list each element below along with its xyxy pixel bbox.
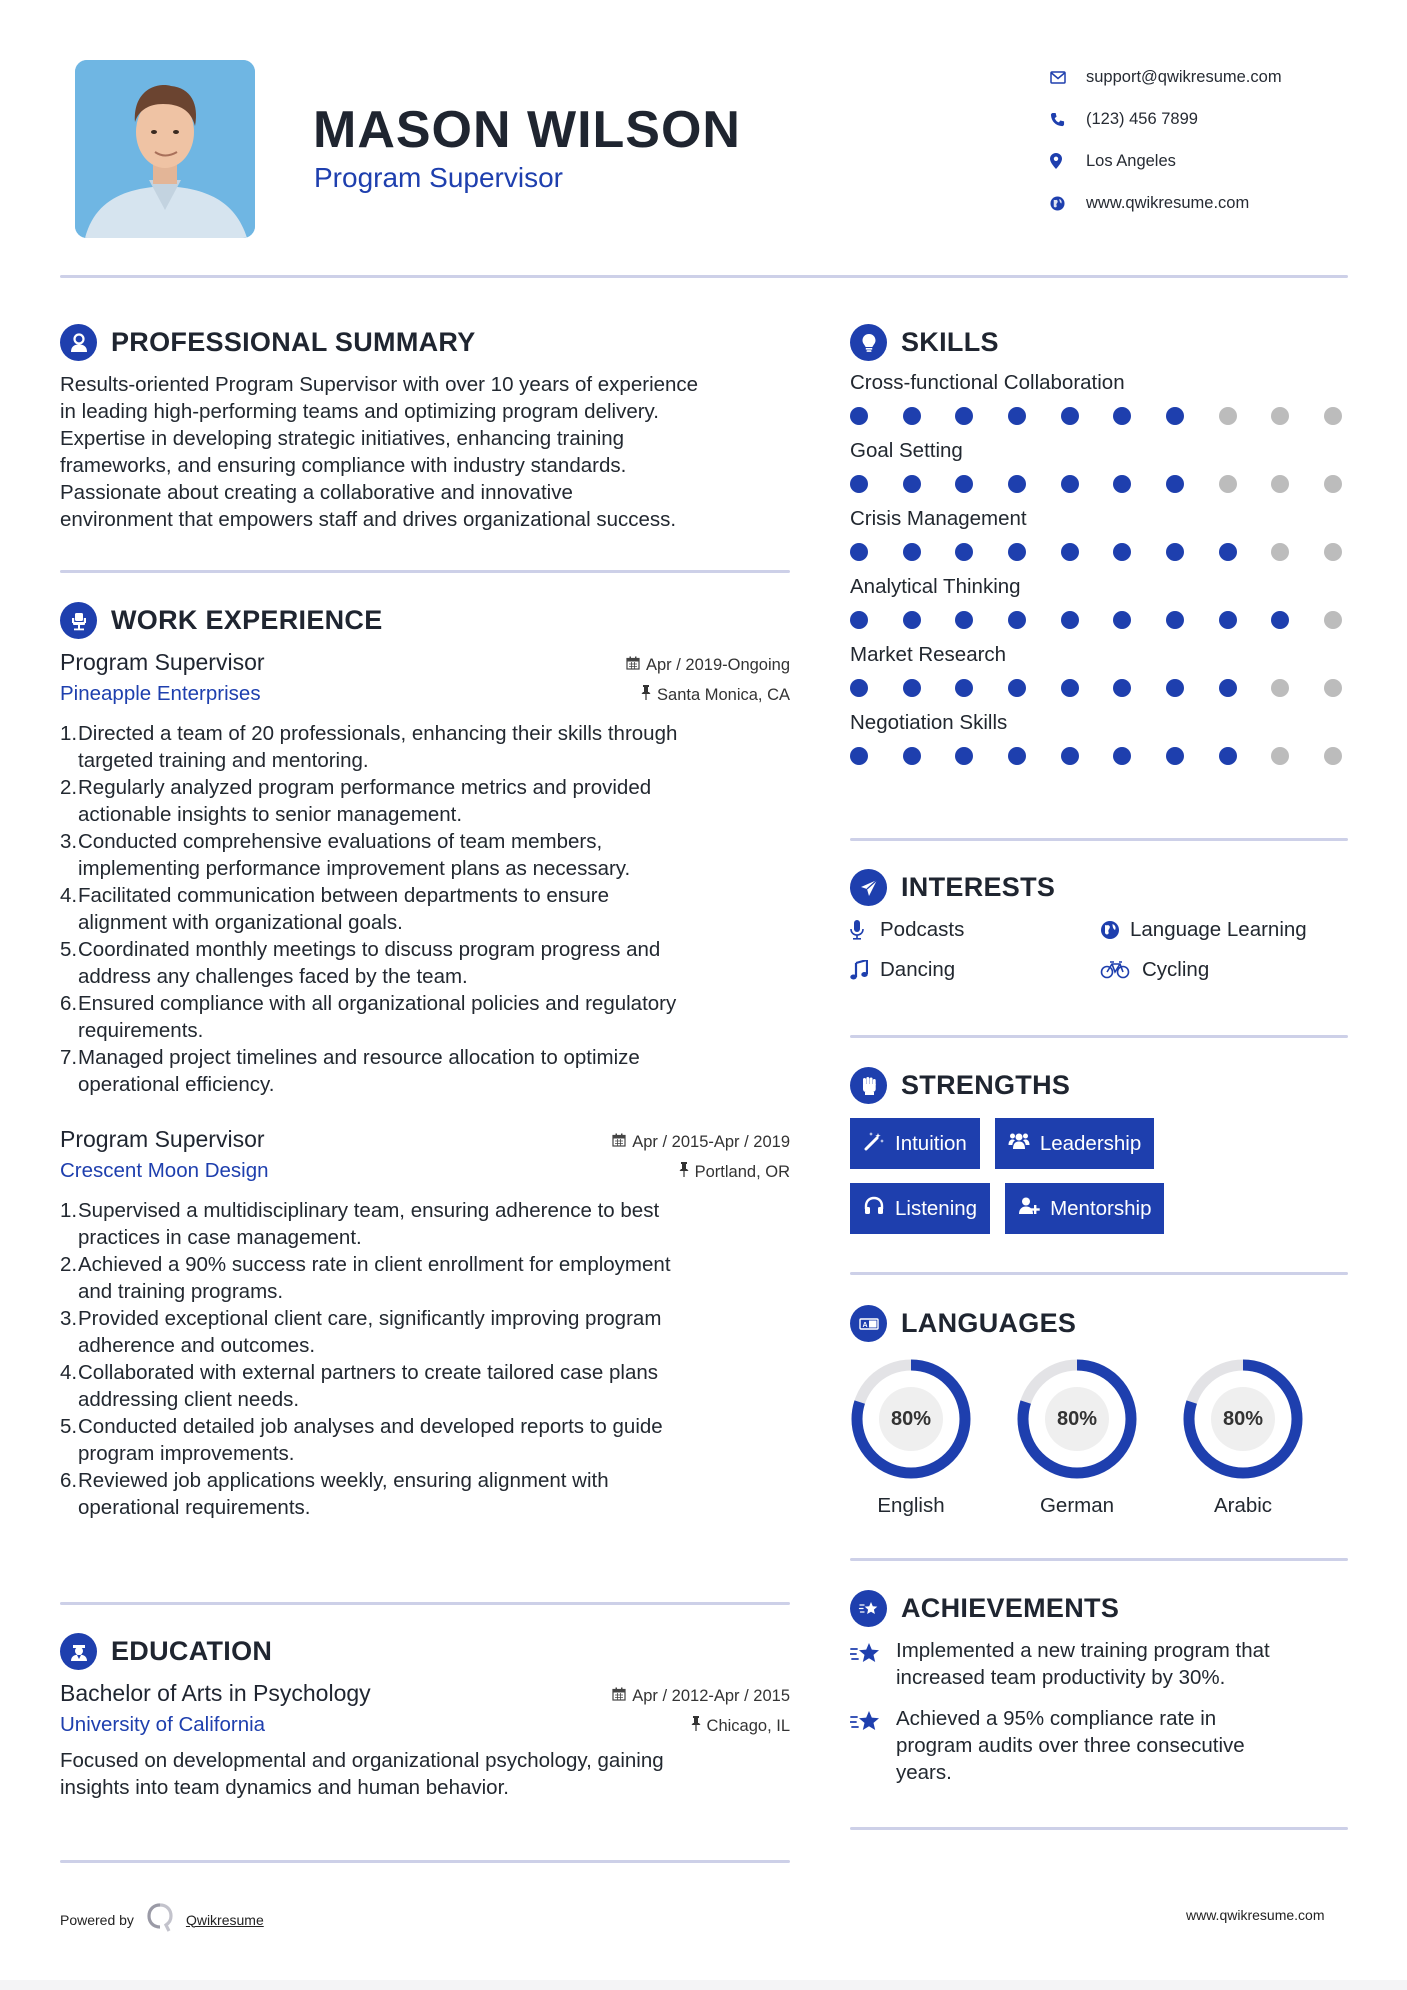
- qwikresume-logo-icon: [146, 1903, 174, 1936]
- duty-item: [60, 936, 790, 990]
- magic-wand-icon: [863, 1130, 885, 1158]
- duty-item: [60, 1305, 790, 1359]
- shooting-star-icon: [850, 1705, 882, 1786]
- rating-dot-filled: [1166, 407, 1184, 425]
- duty-line: operational requirements.: [78, 1496, 311, 1519]
- strength-badge: [850, 1118, 980, 1169]
- section-divider: [850, 1035, 1348, 1038]
- duty-number: 1.: [60, 1199, 78, 1222]
- duty-line: addressing client needs.: [78, 1388, 300, 1411]
- duty-line: Coordinated monthly meetings to discuss program progress and: [78, 938, 661, 961]
- section-heading: [60, 602, 790, 639]
- job-location: [641, 685, 790, 705]
- rating-dot-empty: [1271, 679, 1289, 697]
- skill-rating: [850, 543, 1342, 561]
- rating-dot-filled: [1219, 543, 1237, 561]
- user-icon: [60, 324, 97, 361]
- rating-dot-filled: [1061, 679, 1079, 697]
- duty-line: Provided exceptional client care, significantly improving program: [78, 1307, 662, 1330]
- page-bottom-bar: [0, 1980, 1407, 1990]
- users-group-icon: [1008, 1130, 1030, 1158]
- rating-dot-filled: [955, 543, 973, 561]
- language-progress-ring: [1182, 1358, 1304, 1480]
- duty-item: [60, 720, 790, 774]
- duty-line: actionable insights to senior management.: [78, 803, 463, 826]
- duty-text: [78, 1197, 659, 1251]
- powered-by-text: Powered by: [60, 1911, 134, 1928]
- paper-plane-icon: [850, 869, 887, 906]
- rating-dot-filled: [1166, 611, 1184, 629]
- rating-dot-filled: [1166, 747, 1184, 765]
- work-experience-section: [60, 602, 790, 1521]
- duty-item: [60, 1044, 790, 1098]
- duty-text: [78, 828, 630, 882]
- duty-text: [78, 936, 660, 990]
- strength-badge: [995, 1118, 1154, 1169]
- section-heading: [60, 324, 790, 361]
- school-name: University of California: [60, 1713, 266, 1736]
- language-progress-ring: [850, 1358, 972, 1480]
- skill-rating: [850, 747, 1342, 765]
- rating-dot-filled: [903, 475, 921, 493]
- achievement-item: [850, 1705, 1348, 1786]
- phone-text: (123) 456 7899: [1086, 109, 1198, 128]
- summary-text: [60, 371, 790, 533]
- job-subheader: [60, 1159, 790, 1183]
- duty-text: [78, 1305, 661, 1359]
- degree-title: Bachelor of Arts in Psychology: [60, 1680, 371, 1706]
- duty-item: [60, 1359, 790, 1413]
- office-chair-icon: [60, 602, 97, 639]
- email-text: support@qwikresume.com: [1086, 67, 1282, 86]
- duty-text: [78, 1359, 658, 1413]
- education-subheader: [60, 1713, 790, 1737]
- section-heading: [850, 1305, 1348, 1342]
- rating-dot-filled: [1008, 407, 1026, 425]
- language-name: English: [877, 1494, 945, 1517]
- language-item: [1182, 1358, 1304, 1518]
- rating-dot-empty: [1324, 475, 1342, 493]
- rating-dot-filled: [903, 611, 921, 629]
- rating-dot-filled: [903, 747, 921, 765]
- duty-number: 6.: [60, 992, 78, 1015]
- rating-dot-empty: [1271, 543, 1289, 561]
- duty-item: [60, 990, 790, 1044]
- professional-summary-section: [60, 324, 790, 533]
- shooting-star-icon: [850, 1637, 882, 1691]
- duty-text: [78, 990, 676, 1044]
- envelope-icon: [1050, 71, 1086, 84]
- duty-line: adherence and outcomes.: [78, 1334, 316, 1357]
- job-subheader: [60, 682, 790, 706]
- lightbulb-icon: [850, 324, 887, 361]
- duty-line: targeted training and mentoring.: [78, 749, 369, 772]
- duty-number: 3.: [60, 1307, 78, 1330]
- achievement-line: Achieved a 95% compliance rate in: [896, 1707, 1217, 1730]
- duty-line: Managed project timelines and resource allocation to optimize: [78, 1046, 640, 1069]
- skills-list: [850, 371, 1348, 765]
- user-plus-icon: [1018, 1195, 1040, 1223]
- summary-line: in leading high-performing teams and optimizing program delivery.: [60, 400, 659, 423]
- achievements-list: [850, 1637, 1348, 1786]
- summary-line: environment that empowers staff and drives organizational success.: [60, 508, 677, 531]
- skill-rating: [850, 679, 1342, 697]
- language-progress-ring: [1016, 1358, 1138, 1480]
- duty-line: implementing performance improvement plans as necessary.: [78, 857, 631, 880]
- globe-icon: [1100, 920, 1120, 940]
- achievement-line: program audits over three consecutive: [896, 1734, 1245, 1757]
- education-section: [60, 1633, 790, 1801]
- duty-item: [60, 1413, 790, 1467]
- language-item: [1016, 1358, 1138, 1518]
- rating-dot-empty: [1324, 611, 1342, 629]
- job-dates-text: Apr / 2019-Ongoing: [645, 656, 790, 674]
- education-description: [60, 1747, 790, 1801]
- interest-label: Podcasts: [880, 918, 965, 941]
- duty-text: [78, 882, 609, 936]
- duty-number: 1.: [60, 722, 78, 745]
- language-name: German: [1039, 1494, 1115, 1517]
- location-text: Los Angeles: [1086, 151, 1176, 170]
- rating-dot-filled: [1008, 747, 1026, 765]
- duty-line: Regularly analyzed program performance metrics and provided: [78, 776, 652, 799]
- contact-location: [1050, 140, 1370, 182]
- interest-item: [850, 958, 1100, 982]
- section-title: ACHIEVEMENTS: [901, 1593, 1120, 1623]
- rating-dot-filled: [1113, 747, 1131, 765]
- job-location-text: Santa Monica, CA: [657, 685, 790, 704]
- section-heading: [850, 869, 1348, 906]
- duties-list: [60, 1197, 790, 1521]
- rating-dot-filled: [1061, 611, 1079, 629]
- duty-item: [60, 828, 790, 882]
- rating-dot-filled: [1008, 679, 1026, 697]
- education-location-text: Chicago, IL: [706, 1716, 790, 1735]
- duty-line: and training programs.: [78, 1280, 284, 1303]
- translate-icon: [850, 1305, 887, 1342]
- duty-item: [60, 1467, 790, 1521]
- duty-line: operational efficiency.: [78, 1073, 275, 1096]
- duty-text: [78, 1044, 640, 1098]
- candidate-role: Program Supervisor: [314, 162, 563, 193]
- bicycle-icon: [1100, 961, 1132, 979]
- pushpin-icon: [679, 1162, 689, 1182]
- section-divider: [850, 1558, 1348, 1561]
- header-divider: [60, 275, 1348, 278]
- interests-list: [850, 918, 1348, 982]
- rating-dot-filled: [1113, 679, 1131, 697]
- education-header: [60, 1680, 790, 1707]
- globe-icon: [1050, 196, 1086, 211]
- strength-label: Listening: [895, 1196, 978, 1220]
- job-entry: [60, 649, 790, 1098]
- job-header: [60, 1126, 790, 1153]
- rating-dot-filled: [850, 747, 868, 765]
- job-title: Program Supervisor: [60, 649, 265, 675]
- duty-item: [60, 774, 790, 828]
- duty-line: requirements.: [78, 1019, 204, 1042]
- skill-name: Analytical Thinking: [850, 575, 1021, 598]
- rating-dot-filled: [1166, 543, 1184, 561]
- rating-dot-filled: [955, 407, 973, 425]
- achievement-item: [850, 1637, 1348, 1691]
- duty-number: 3.: [60, 830, 78, 853]
- rating-dot-filled: [1061, 747, 1079, 765]
- rating-dot-empty: [1271, 407, 1289, 425]
- section-title: STRENGTHS: [901, 1070, 1071, 1100]
- rating-dot-empty: [1271, 475, 1289, 493]
- rating-dot-filled: [1113, 543, 1131, 561]
- rating-dot-filled: [1113, 407, 1131, 425]
- calendar-icon: [612, 1687, 626, 1706]
- contact-phone[interactable]: [1050, 98, 1370, 140]
- job-title: Program Supervisor: [60, 1126, 265, 1152]
- strengths-list: [850, 1118, 1250, 1234]
- rating-dot-filled: [1061, 475, 1079, 493]
- map-pin-icon: [1050, 153, 1086, 169]
- job-dates-text: Apr / 2015-Apr / 2019: [632, 1133, 790, 1151]
- job-header: [60, 649, 790, 676]
- language-item: [850, 1358, 972, 1518]
- footer-powered-by: [60, 1903, 264, 1936]
- skill-name: Market Research: [850, 643, 1007, 666]
- rating-dot-filled: [955, 747, 973, 765]
- microphone-icon: [850, 920, 870, 940]
- section-heading: [850, 1067, 1348, 1104]
- skill-rating: [850, 407, 1342, 425]
- duty-number: 2.: [60, 1253, 78, 1276]
- profile-photo: [75, 60, 255, 238]
- duty-line: address any challenges faced by the team.: [78, 965, 468, 988]
- duty-number: 5.: [60, 938, 78, 961]
- job-entry: [60, 1126, 790, 1521]
- section-divider: [60, 570, 790, 573]
- summary-line: Expertise in developing strategic initiatives, enhancing training: [60, 427, 625, 450]
- graduate-icon: [60, 1633, 97, 1670]
- section-heading: [60, 1633, 790, 1670]
- duty-number: 7.: [60, 1046, 78, 1069]
- rating-dot-filled: [903, 679, 921, 697]
- interest-label: Dancing: [880, 958, 956, 981]
- achievement-line: Implemented a new training program that: [896, 1639, 1270, 1662]
- duty-number: 5.: [60, 1415, 78, 1438]
- interest-item: [850, 918, 1100, 942]
- section-title: PROFESSIONAL SUMMARY: [111, 327, 476, 357]
- strength-badge: [850, 1183, 990, 1234]
- strength-label: Intuition: [895, 1131, 967, 1155]
- duty-item: [60, 1251, 790, 1305]
- rating-dot-filled: [850, 611, 868, 629]
- achievement-text: [896, 1705, 1245, 1786]
- rating-dot-filled: [1008, 475, 1026, 493]
- description-line: insights into team dynamics and human behavior.: [60, 1776, 509, 1799]
- rating-dot-filled: [955, 475, 973, 493]
- calendar-icon: [626, 656, 640, 675]
- duty-item: [60, 1197, 790, 1251]
- duty-line: Reviewed job applications weekly, ensuring alignment with: [78, 1469, 609, 1492]
- duty-line: Conducted comprehensive evaluations of team members,: [78, 830, 603, 853]
- strengths-section: [850, 1067, 1348, 1234]
- phone-icon: [1050, 112, 1086, 127]
- summary-line: Results-oriented Program Supervisor with over 10 years of experience: [60, 373, 699, 396]
- section-divider: [850, 1272, 1348, 1275]
- duty-line: Conducted detailed job analyses and developed reports to guide: [78, 1415, 663, 1438]
- section-title: LANGUAGES: [901, 1308, 1077, 1338]
- rating-dot-filled: [1219, 611, 1237, 629]
- rating-dot-empty: [1219, 475, 1237, 493]
- section-title: SKILLS: [901, 327, 999, 357]
- section-title: EDUCATION: [111, 1636, 273, 1666]
- rating-dot-filled: [903, 407, 921, 425]
- skill-name: Negotiation Skills: [850, 711, 1008, 734]
- rating-dot-filled: [1219, 747, 1237, 765]
- rating-dot-empty: [1324, 407, 1342, 425]
- duty-line: Achieved a 90% success rate in client enrollment for employment: [78, 1253, 671, 1276]
- duty-line: Ensured compliance with all organizational policies and regulatory: [78, 992, 677, 1015]
- interest-label: Language Learning: [1130, 918, 1307, 941]
- skill-name: Crisis Management: [850, 507, 1027, 530]
- rating-dot-filled: [1113, 475, 1131, 493]
- job-location-text: Portland, OR: [694, 1162, 790, 1181]
- achievement-line: increased team productivity by 30%.: [896, 1666, 1226, 1689]
- company-name: Crescent Moon Design: [60, 1159, 269, 1182]
- rating-dot-filled: [1061, 407, 1079, 425]
- skills-section: [850, 324, 1348, 779]
- rating-dot-filled: [850, 679, 868, 697]
- rating-dot-filled: [903, 543, 921, 561]
- rating-dot-filled: [850, 407, 868, 425]
- rating-dot-empty: [1219, 407, 1237, 425]
- raised-fist-icon: [850, 1067, 887, 1104]
- summary-line: frameworks, and ensuring compliance with industry standards.: [60, 454, 627, 477]
- education-entry: [60, 1680, 790, 1801]
- section-divider: [60, 1602, 790, 1605]
- language-percent: 80%: [1222, 1407, 1264, 1430]
- achievements-section: [850, 1590, 1348, 1786]
- strength-badge: [1005, 1183, 1164, 1234]
- duty-text: [78, 720, 677, 774]
- rating-dot-empty: [1324, 679, 1342, 697]
- section-heading: [850, 1590, 1348, 1627]
- interests-section: [850, 869, 1348, 982]
- duty-line: Collaborated with external partners to create tailored case plans: [78, 1361, 659, 1384]
- description-line: Focused on developmental and organizational psychology, gaining: [60, 1749, 664, 1772]
- language-name: Arabic: [1213, 1494, 1273, 1517]
- contact-info: [1050, 56, 1370, 224]
- rating-dot-filled: [1008, 543, 1026, 561]
- summary-line: Passionate about creating a collaborative and innovative: [60, 481, 573, 504]
- pushpin-icon: [641, 685, 651, 705]
- section-title: WORK EXPERIENCE: [111, 605, 383, 635]
- rating-dot-filled: [850, 543, 868, 561]
- duty-text: [78, 1467, 609, 1521]
- languages-list: [850, 1358, 1348, 1518]
- candidate-name: MASON WILSON: [313, 101, 741, 159]
- footer-website[interactable]: www.qwikresume.com: [1186, 1907, 1325, 1923]
- duty-number: 6.: [60, 1469, 78, 1492]
- section-divider: [850, 1827, 1348, 1830]
- rating-dot-filled: [1008, 611, 1026, 629]
- rating-dot-filled: [955, 679, 973, 697]
- duty-number: 4.: [60, 884, 78, 907]
- job-dates: [612, 1133, 790, 1152]
- job-dates: [626, 656, 790, 675]
- rating-dot-filled: [1061, 543, 1079, 561]
- rating-dot-filled: [1166, 679, 1184, 697]
- skill-name: Goal Setting: [850, 439, 963, 462]
- rating-dot-filled: [1113, 611, 1131, 629]
- duty-item: [60, 882, 790, 936]
- duty-number: 2.: [60, 776, 78, 799]
- duty-text: [78, 774, 651, 828]
- duty-line: Supervised a multidisciplinary team, ensuring adherence to best: [78, 1199, 660, 1222]
- company-name: Pineapple Enterprises: [60, 682, 261, 705]
- duties-list: [60, 720, 790, 1098]
- svg-text:A: A: [862, 1321, 868, 1329]
- contact-email[interactable]: [1050, 56, 1370, 98]
- duty-line: alignment with organizational goals.: [78, 911, 403, 934]
- person-portrait-image: [75, 60, 255, 238]
- shooting-star-icon: [850, 1590, 887, 1627]
- rating-dot-filled: [1166, 475, 1184, 493]
- duty-text: [78, 1251, 671, 1305]
- rating-dot-empty: [1324, 543, 1342, 561]
- strength-label: Mentorship: [1050, 1196, 1152, 1220]
- rating-dot-filled: [1219, 679, 1237, 697]
- achievement-line: years.: [896, 1761, 952, 1784]
- duty-line: program improvements.: [78, 1442, 295, 1465]
- skill-rating: [850, 475, 1342, 493]
- job-location: [679, 1162, 790, 1182]
- qwikresume-link[interactable]: Qwikresume: [185, 1911, 264, 1928]
- website-text: www.qwikresume.com: [1086, 193, 1250, 212]
- interest-item: [1100, 958, 1348, 982]
- duty-text: [78, 1413, 663, 1467]
- duty-line: practices in case management.: [78, 1226, 362, 1249]
- contact-website[interactable]: [1050, 182, 1370, 224]
- section-heading: [850, 324, 1348, 361]
- education-dates-text: Apr / 2012-Apr / 2015: [632, 1687, 790, 1705]
- languages-section: [850, 1305, 1348, 1518]
- achievement-text: [896, 1637, 1270, 1691]
- section-title: INTERESTS: [901, 872, 1056, 902]
- interest-item: [1100, 918, 1348, 942]
- strength-label: Leadership: [1039, 1131, 1142, 1155]
- music-note-icon: [850, 960, 870, 980]
- section-divider: [850, 838, 1348, 841]
- language-percent: 80%: [890, 1407, 932, 1430]
- duty-line: Directed a team of 20 professionals, enhancing their skills through: [78, 722, 678, 745]
- calendar-icon: [612, 1133, 626, 1152]
- duty-number: 4.: [60, 1361, 78, 1384]
- rating-dot-empty: [1271, 747, 1289, 765]
- rating-dot-filled: [955, 611, 973, 629]
- education-location: [691, 1716, 790, 1736]
- rating-dot-empty: [1324, 747, 1342, 765]
- section-divider: [60, 1860, 790, 1863]
- rating-dot-filled: [1271, 611, 1289, 629]
- education-dates: [612, 1687, 790, 1706]
- language-percent: 80%: [1056, 1407, 1098, 1430]
- skill-name: Cross-functional Collaboration: [850, 371, 1125, 394]
- rating-dot-filled: [850, 475, 868, 493]
- duty-line: Facilitated communication between departments to ensure: [78, 884, 610, 907]
- pushpin-icon: [691, 1716, 701, 1736]
- interest-label: Cycling: [1142, 958, 1210, 981]
- headphones-icon: [863, 1195, 885, 1223]
- skill-rating: [850, 611, 1342, 629]
